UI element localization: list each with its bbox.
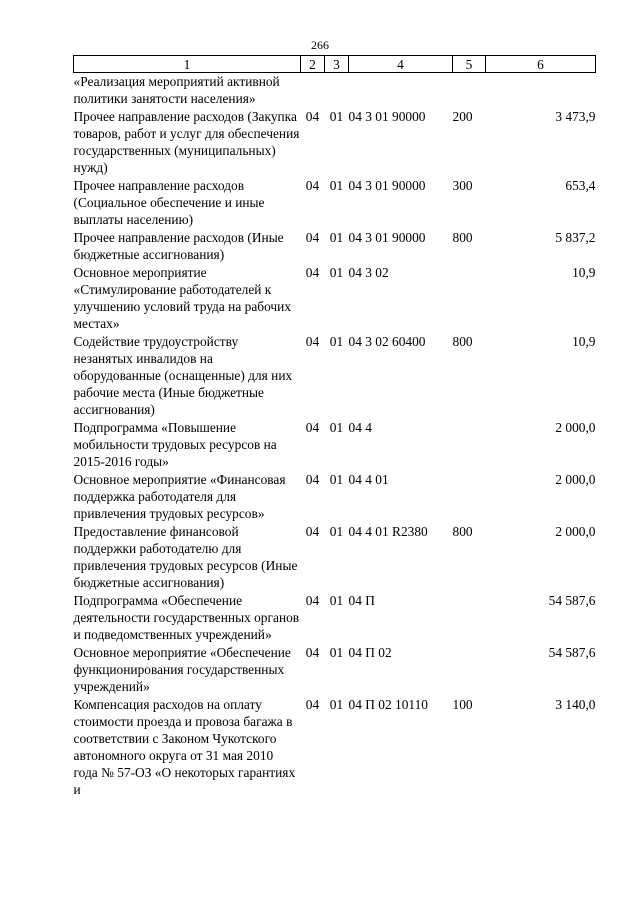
row-name: Подпрограмма «Повышение мобильности трудовых ресурсов на 2015-2016 годы» [73, 420, 277, 469]
row-expense-type: 300 [452, 178, 473, 193]
table-row [74, 177, 596, 229]
row-target-article: 04 П [348, 593, 375, 608]
table-row [74, 523, 596, 592]
table-row [74, 419, 596, 471]
row-name: Прочее направление расходов (Социальное обеспечение и иные выплаты населению) [73, 178, 265, 227]
row-name: Предоставление финансовой поддержки работодателю для привлечения трудовых ресурсов (Иные бюджетные ассигнования) [73, 524, 298, 590]
row-section: 04 [305, 472, 320, 487]
row-name: Содействие трудоустройству незанятых инвалидов на оборудованные (оснащенные) для них рабочие места (Иные бюджетные ассигнования) [73, 334, 293, 417]
row-amount: 2 000,0 [555, 524, 596, 539]
row-expense-type: 800 [452, 524, 473, 539]
row-name: Основное мероприятие «Финансовая поддержка работодателя для привлечения трудовых ресурсов» [73, 472, 286, 521]
row-target-article: 04 4 [348, 420, 372, 435]
row-target-article: 04 3 01 90000 [348, 178, 426, 193]
row-amount: 3 473,9 [555, 109, 596, 124]
row-section: 04 [305, 697, 320, 712]
row-subsection: 01 [329, 178, 344, 193]
budget-table [73, 55, 596, 799]
row-section: 04 [305, 178, 320, 193]
row-target-article: 04 4 01 R2380 [348, 524, 428, 539]
table-row [74, 229, 596, 264]
row-amount [486, 73, 596, 109]
row-target-article: 04 4 01 [348, 472, 389, 487]
row-amount: 2 000,0 [555, 420, 596, 435]
table-row [74, 644, 596, 696]
row-expense-type: 800 [452, 230, 473, 245]
row-section: 04 [305, 334, 320, 349]
row-target-article: 04 3 02 60400 [348, 334, 426, 349]
row-expense-type [453, 264, 486, 333]
header-col-1: 1 [74, 56, 301, 73]
row-name: Подпрограмма «Обеспечение деятельности государственных органов и подведомственных учреждений» [73, 593, 300, 642]
row-expense-type [453, 471, 486, 523]
table-row [74, 696, 596, 799]
row-expense-type [453, 644, 486, 696]
table-row [74, 73, 596, 109]
header-col-2: 2 [301, 56, 325, 73]
row-subsection [325, 73, 349, 109]
row-subsection: 01 [329, 524, 344, 539]
row-subsection: 01 [329, 230, 344, 245]
row-amount: 653,4 [565, 178, 596, 193]
table-row [74, 471, 596, 523]
row-name: Основное мероприятие «Обеспечение функционирования государственных учреждений» [73, 645, 291, 694]
row-amount: 3 140,0 [555, 697, 596, 712]
row-expense-type [453, 73, 486, 109]
row-subsection: 01 [329, 697, 344, 712]
row-name: Прочее направление расходов (Закупка товаров, работ и услуг для обеспечения государственных (муниципальных) нужд) [73, 109, 300, 175]
row-section: 04 [305, 109, 320, 124]
row-subsection: 01 [329, 334, 344, 349]
row-subsection: 01 [329, 420, 344, 435]
row-section: 04 [305, 524, 320, 539]
table-row [74, 333, 596, 419]
row-subsection: 01 [329, 109, 344, 124]
row-subsection: 01 [329, 265, 344, 280]
table-row [74, 592, 596, 644]
header-col-5: 5 [453, 56, 486, 73]
row-section: 04 [305, 420, 320, 435]
header-row [74, 56, 596, 73]
row-target-article: 04 П 02 [348, 645, 392, 660]
row-subsection: 01 [329, 472, 344, 487]
row-section: 04 [305, 645, 320, 660]
row-expense-type: 800 [452, 334, 473, 349]
row-name: Прочее направление расходов (Иные бюджетные ассигнования) [73, 230, 284, 262]
row-name: Основное мероприятие «Стимулирование работодателей к улучшению условий труда на рабочих местах» [73, 265, 292, 331]
row-amount: 54 587,6 [548, 593, 596, 608]
row-name: «Реализация мероприятий активной политики занятости населения» [73, 74, 280, 106]
row-name: Компенсация расходов на оплату стоимости проезда и провоза багажа в соответствии с Законом Чукотского автономного округа от 31 мая 2010 года № 57-ОЗ «О некоторых гарантиях и [73, 697, 296, 797]
row-amount: 10,9 [572, 265, 596, 280]
row-expense-type [453, 419, 486, 471]
header-col-3: 3 [325, 56, 349, 73]
row-target-article: 04 3 01 90000 [348, 109, 426, 124]
row-target-article [349, 73, 453, 109]
row-section [301, 73, 325, 109]
row-subsection: 01 [329, 593, 344, 608]
row-amount: 5 837,2 [555, 230, 596, 245]
table-header [74, 56, 596, 73]
table-row [74, 264, 596, 333]
row-amount: 54 587,6 [548, 645, 596, 660]
row-subsection: 01 [329, 645, 344, 660]
row-section: 04 [305, 230, 320, 245]
row-target-article: 04 3 01 90000 [348, 230, 426, 245]
header-col-6: 6 [486, 56, 596, 73]
row-target-article: 04 П 02 10110 [348, 697, 428, 712]
row-expense-type: 100 [452, 697, 473, 712]
page-number: 266 [311, 38, 329, 52]
header-col-4: 4 [349, 56, 453, 73]
table-body [74, 73, 596, 800]
row-amount: 10,9 [572, 334, 596, 349]
row-section: 04 [305, 593, 320, 608]
row-amount: 2 000,0 [555, 472, 596, 487]
row-expense-type [453, 592, 486, 644]
row-target-article: 04 3 02 [348, 265, 389, 280]
row-section: 04 [305, 265, 320, 280]
row-expense-type: 200 [452, 109, 473, 124]
table-row [74, 108, 596, 177]
